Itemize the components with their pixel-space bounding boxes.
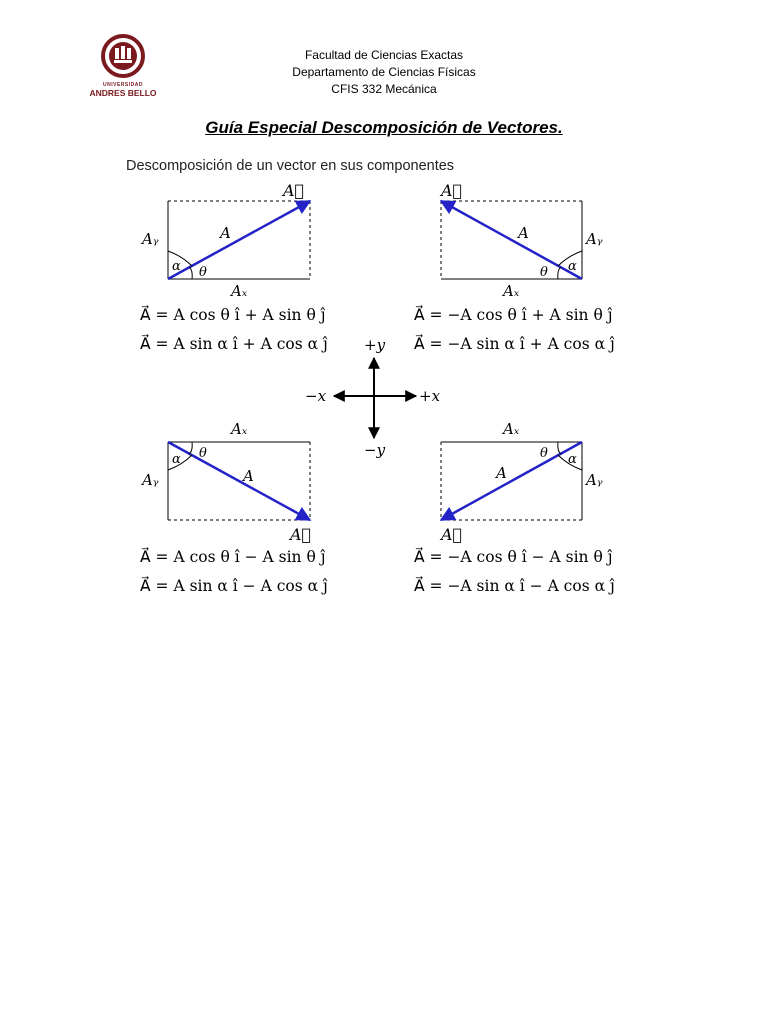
q4-ax-label: Aₓ bbox=[231, 420, 248, 438]
q2-theta-arc bbox=[558, 267, 561, 279]
diagram-title: Descomposición de un vector en sus componentes bbox=[126, 158, 455, 174]
q1-equation-sin: A⃗ = A sin α î + A cos α ĵ bbox=[140, 335, 328, 353]
q4-theta-arc bbox=[189, 442, 192, 454]
document-title: Guía Especial Descomposición de Vectores. bbox=[205, 118, 563, 137]
quadrant-1-figure bbox=[140, 181, 310, 300]
q2-vec-label: A⃗ bbox=[441, 181, 463, 200]
q1-alpha-label: α bbox=[172, 259, 181, 274]
q1-ay-label: Aᵧ bbox=[142, 230, 159, 248]
axis-pos-x-label: +x bbox=[419, 387, 441, 405]
q2-ax-label: Aₓ bbox=[503, 282, 520, 300]
q4-mag-label: A bbox=[243, 467, 254, 485]
q2-mag-label: A bbox=[518, 224, 529, 242]
logo-univ-label: UNIVERSIDAD bbox=[103, 82, 143, 88]
q1-equation-cos: A⃗ = A cos θ î + A sin θ ĵ bbox=[140, 306, 326, 324]
q4-alpha-label: α bbox=[172, 452, 181, 467]
q3-ax-label: Aₓ bbox=[503, 420, 520, 438]
axis-neg-y-label: −y bbox=[364, 441, 386, 459]
quadrant-2-figure bbox=[439, 181, 603, 300]
q4-equation-cos: A⃗ = A cos θ î − A sin θ ĵ bbox=[140, 548, 326, 566]
q3-ay-label: Aᵧ bbox=[586, 471, 603, 489]
q1-theta-arc bbox=[189, 267, 192, 279]
quadrant-4-figure bbox=[140, 420, 311, 544]
q4-theta-label: θ bbox=[199, 446, 207, 461]
q4-ay-label: Aᵧ bbox=[142, 471, 159, 489]
q3-mag-label: A bbox=[496, 464, 507, 482]
q3-equation-cos: A⃗ = −A cos θ î − A sin θ ĵ bbox=[414, 548, 613, 566]
q2-equation-cos: A⃗ = −A cos θ î + A sin θ ĵ bbox=[414, 306, 613, 324]
q3-vec-label: A⃗ bbox=[441, 525, 463, 544]
q3-equation-sin: A⃗ = −A sin α î − A cos α ĵ bbox=[414, 577, 615, 595]
axis-neg-x-label: −x bbox=[305, 387, 327, 405]
q1-theta-label: θ bbox=[199, 265, 207, 280]
header-course: CFIS 332 Mecánica bbox=[331, 82, 437, 96]
header-department: Departamento de Ciencias Físicas bbox=[292, 65, 476, 79]
q4-equation-sin: A⃗ = A sin α î − A cos α ĵ bbox=[140, 577, 328, 595]
quadrant-3-figure bbox=[439, 420, 603, 544]
q2-ay-label: Aᵧ bbox=[586, 230, 603, 248]
q1-vec-label: A⃗ bbox=[283, 181, 305, 200]
q1-ax-label: Aₓ bbox=[231, 282, 248, 300]
q3-alpha-label: α bbox=[568, 452, 577, 467]
axis-pos-y-label: +y bbox=[364, 336, 386, 354]
q3-theta-arc bbox=[558, 442, 561, 454]
logo-univ-name: ANDRES BELLO bbox=[89, 88, 157, 98]
q2-theta-label: θ bbox=[540, 265, 548, 280]
q3-theta-label: θ bbox=[540, 446, 548, 461]
q2-alpha-label: α bbox=[568, 259, 577, 274]
coordinate-axes bbox=[305, 336, 441, 459]
q2-equation-sin: A⃗ = −A sin α î + A cos α ĵ bbox=[414, 335, 615, 353]
header-faculty: Facultad de Ciencias Exactas bbox=[304, 48, 464, 62]
q1-mag-label: A bbox=[220, 224, 231, 242]
q4-vec-label: A⃗ bbox=[290, 525, 312, 544]
